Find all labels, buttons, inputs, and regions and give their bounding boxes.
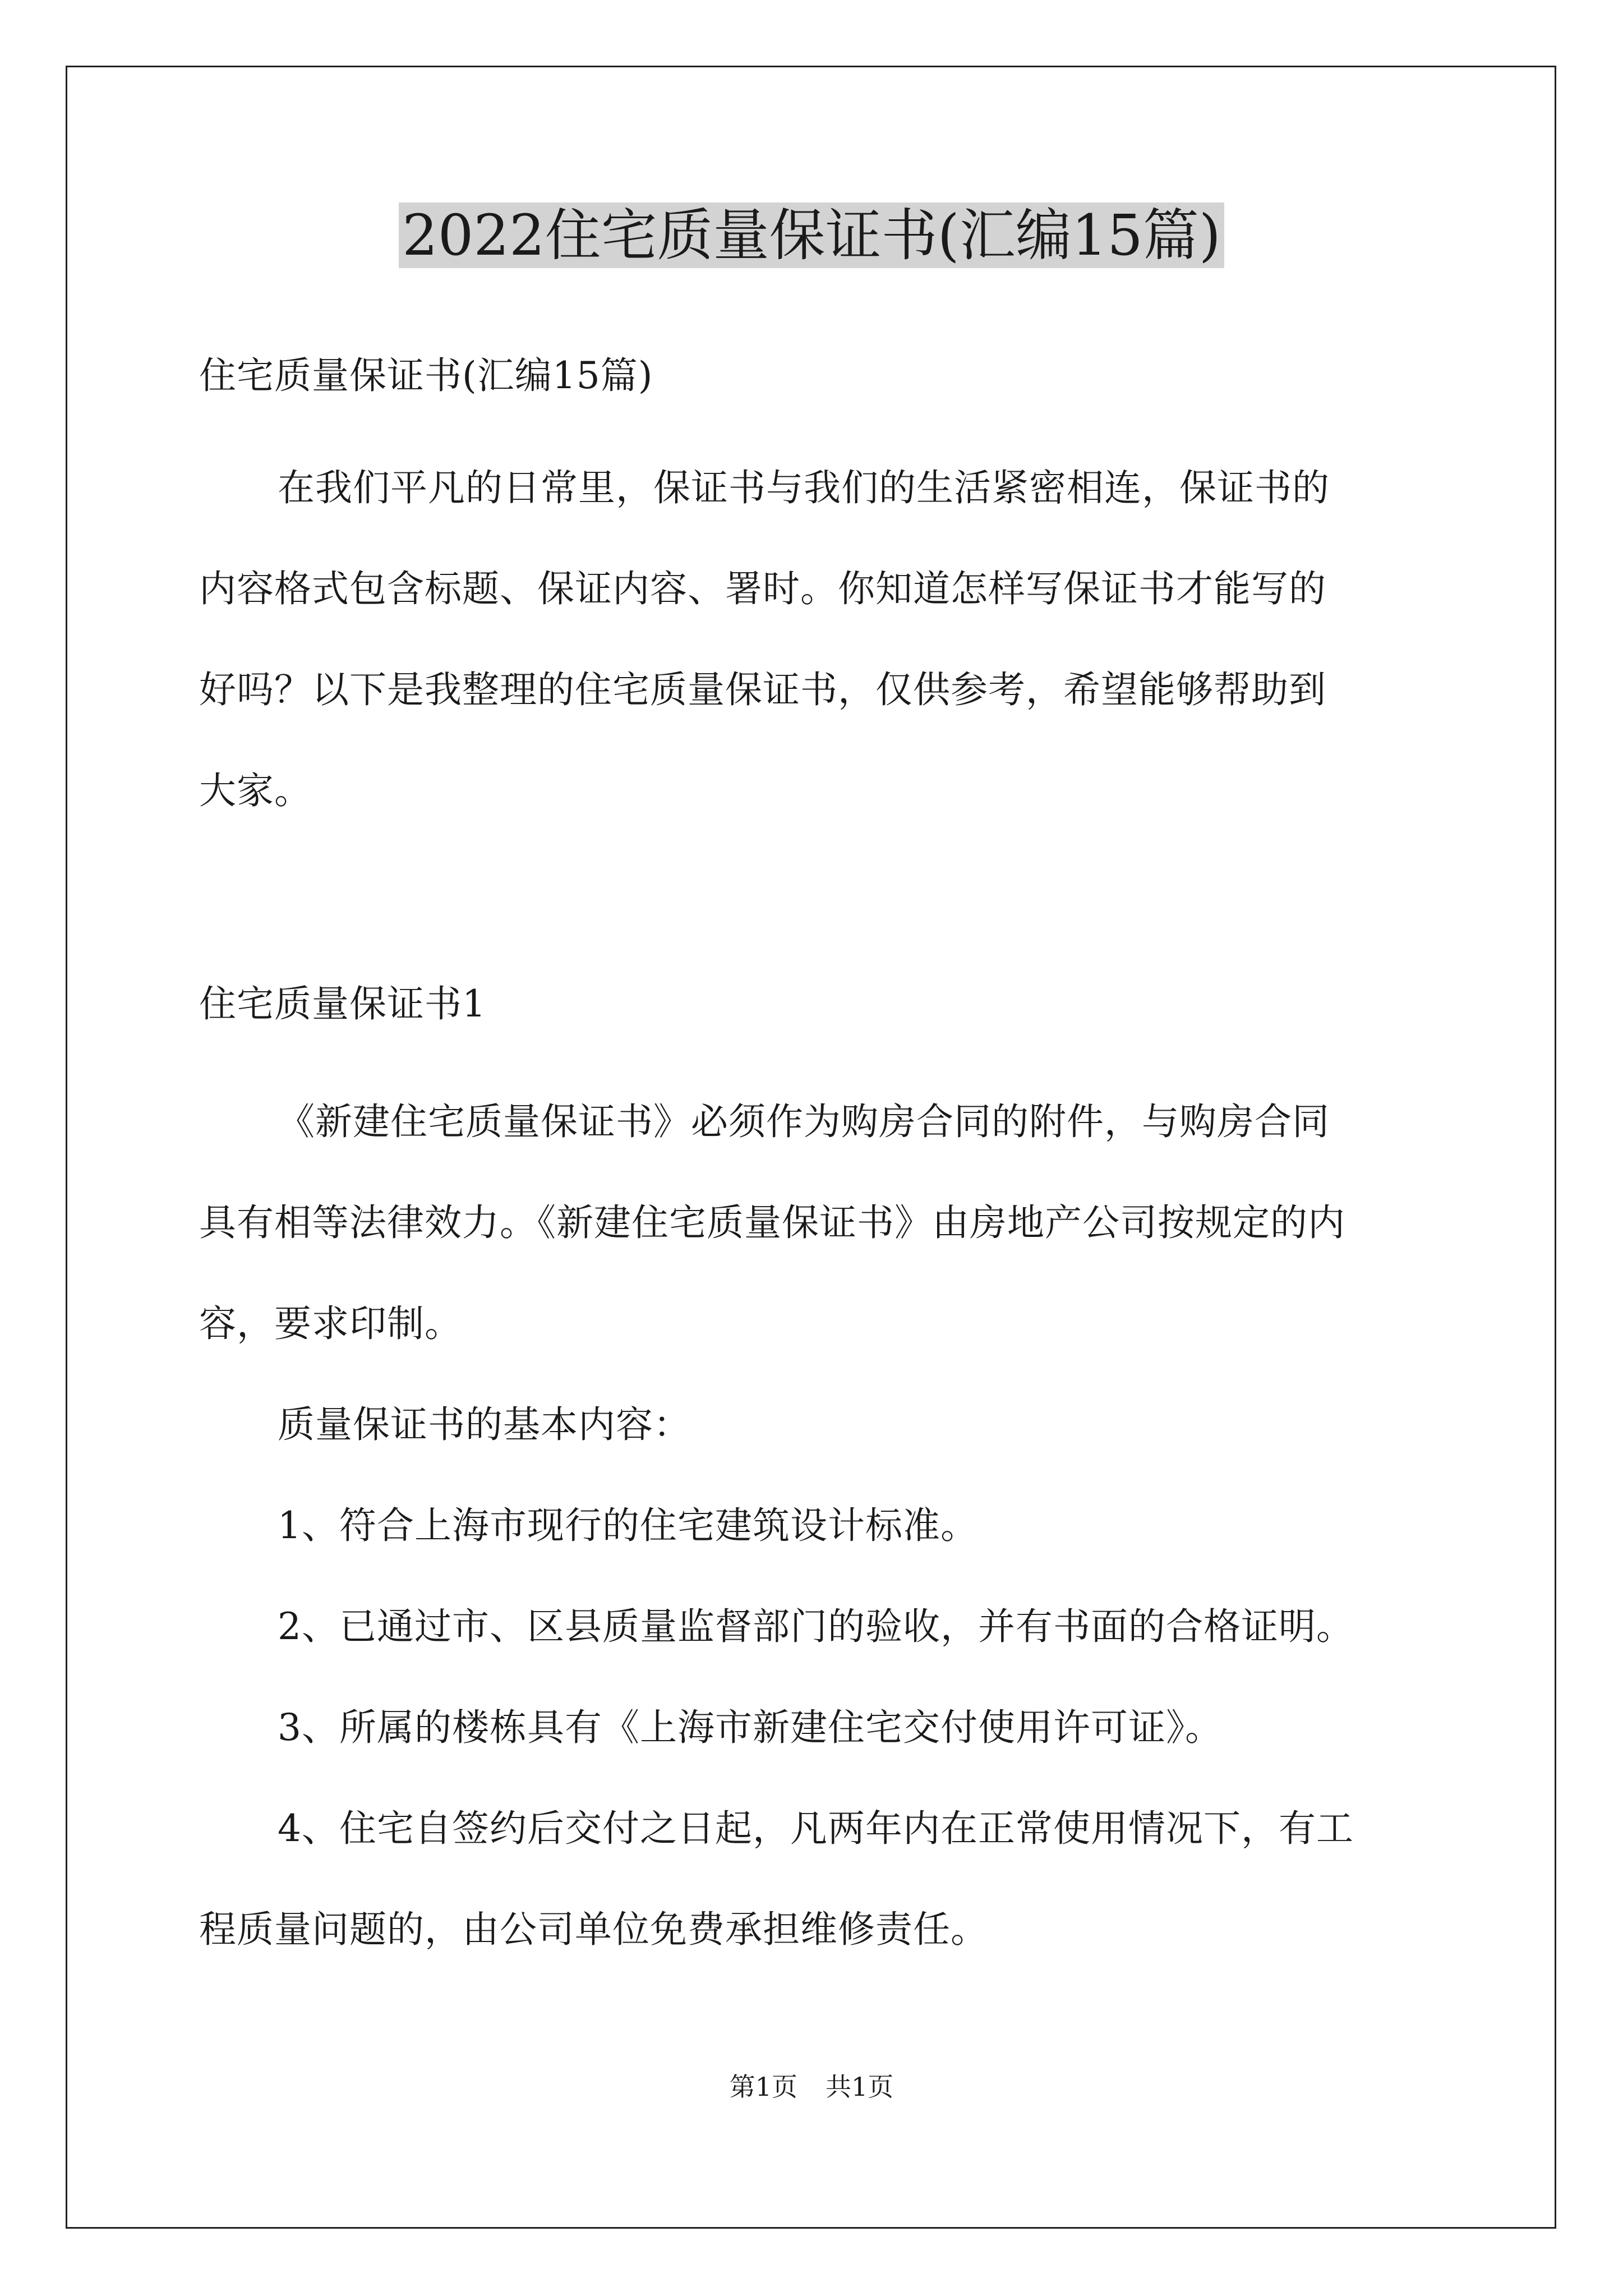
intro-line-3: 好吗？以下是我整理的住宅质量保证书，仅供参考，希望能够帮助到 [199, 668, 1326, 711]
list-item-2: 2、已通过市、区县质量监督部门的验收，并有书面的合格证明。 [278, 1605, 1354, 1648]
document-title [0, 196, 1623, 275]
document-title-text: 2022住宅质量保证书(汇编15篇) [399, 203, 1224, 268]
intro-line-2: 内容格式包含标题、保证内容、署时。你知道怎样写保证书才能写的 [199, 567, 1326, 610]
section-line-1: 《新建住宅质量保证书》必须作为购房合同的附件，与购房合同 [278, 1100, 1330, 1143]
list-item-4-continued: 程质量问题的，由公司单位免费承担维修责任。 [199, 1908, 988, 1951]
intro-line-1: 在我们平凡的日常里，保证书与我们的生活紧密相连，保证书的 [278, 466, 1330, 509]
intro-line-4: 大家。 [199, 769, 312, 812]
list-item-3: 3、所属的楼栋具有《上海市新建住宅交付使用许可证》。 [278, 1706, 1223, 1749]
footer-page-total: 共1页 [826, 2072, 894, 2102]
section-line-2: 具有相等法律效力。《新建住宅质量保证书》由房地产公司按规定的内 [199, 1201, 1345, 1244]
section-line-4: 质量保证书的基本内容： [278, 1403, 691, 1446]
list-item-4: 4、住宅自签约后交付之日起，凡两年内在正常使用情况下，有工 [278, 1807, 1354, 1850]
section-heading: 住宅质量保证书1 [199, 982, 486, 1025]
footer-page-number: 第1页 [729, 2072, 797, 2102]
page-footer [0, 2070, 1623, 2104]
section-line-3: 容，要求印制。 [199, 1302, 462, 1345]
list-item-1: 1、符合上海市现行的住宅建筑设计标准。 [278, 1504, 978, 1547]
document-subtitle: 住宅质量保证书(汇编15篇) [199, 354, 653, 397]
